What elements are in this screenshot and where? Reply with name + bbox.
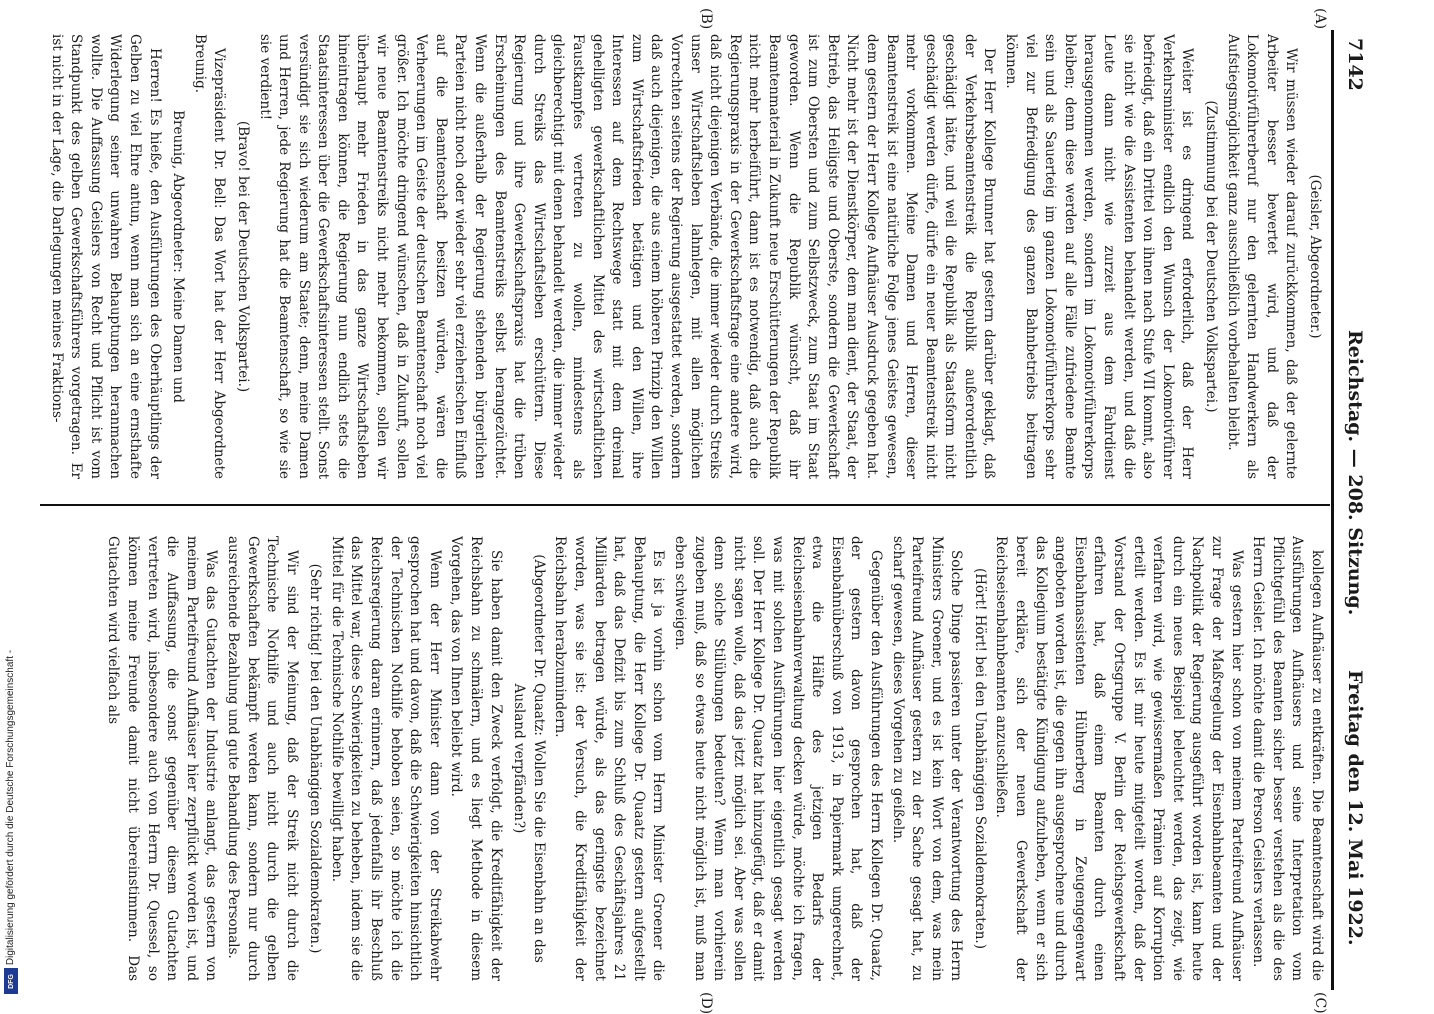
interjection-line: (Hört! Hört! bei den Unabhängigen Sozialdemokraten.) <box>971 568 988 949</box>
text-paragraph: Herren! Es hieße, den Ausführungen des Oberhäuptlings der Gelben zu viel Ehre antun, wenn man sich an eine ernsthafte Widerlegung seiner unwahren Behauptungen heranmachen wollte. Die Auffassung Geislers von Recht und Pflicht ist vom Standpunkt des gelben Gewerkschaftsführers vorgetragen. Er ist nicht in der Lage, die Darlegungen meines Fraktions- <box>48 34 163 479</box>
column-divider <box>40 504 1330 506</box>
interjection-line: (Abgeordneter Dr. Quaatz: Wollen Sie die Eisenbahn an das Ausland verpfänden?) <box>511 554 547 963</box>
text-paragraph: kollegen Aufhäuser zu entkräften. Die Beamtenschaft wird die Ausführungen Aufhäusers und seine Interpretation vom Pflichtgefühl des Beamten sicher besser verstehen als die des Herrn Geisler. Ich möchte damit die Person Geislers verlassen. <box>1250 536 1325 981</box>
interjection-line: (Geisler, Abgeordneter.) <box>1307 174 1323 339</box>
interjection-line: (Bravo! bei der Deutschen Volkspartei.) <box>234 120 251 393</box>
interjection-line: (Sehr richtig! bei den Unabhängigen Sozialdemokraten.) <box>307 563 324 954</box>
right-text-column <box>46 536 1326 981</box>
document-page <box>34 8 1374 1014</box>
page-number: 7142 <box>1344 38 1366 91</box>
dfg-logo <box>4 968 18 994</box>
left-text-column <box>46 34 1326 479</box>
text-paragraph: Weiter ist es dringend erforderlich, daß der Herr Verkehrsminister endlich den Wunsch der Lokomotivführer befriedigt, daß ein Drittel von ihnen nach Stufe VII kommt, also sie nicht wie die Assistenten behandelt werden, und daß die Leute dann nicht wie zurzeit aus dem Fahrdienst herausgenommen werden, sondern im Lokomotivführerkorps bleiben; denn diese werden auf alle Fälle zufriedene Beamte sein und als Sauerteig im ganzen Lokomotivführerkorps sehr viel zur Befriedigung des ganzen Bahnbetriebs beitragen können. <box>1003 34 1196 479</box>
text-paragraph: Wir sind der Meinung, daß der Streik nicht durch die Technische Nothilfe und auch nicht durch die gelben Gewerkschaften bekämpft werden kann, sondern nur durch ausreichende Bezahlung und gute Behandlung des Personals. <box>224 536 300 981</box>
dfg-logo-text: DFG <box>7 973 15 989</box>
interjection-line: Breunig, Abgeordneter: Meine Damen und <box>170 110 187 403</box>
digitization-note-text: Digitalisierung gefördert durch die Deutsche Forschungsgemeinschaft - <box>5 649 17 966</box>
margin-letter-d: (D) <box>698 992 714 1014</box>
text-paragraph: Vizepräsident Dr. Bell: Das Wort hat der Herr Abgeordnete Breunig. <box>191 34 228 479</box>
text-paragraph: Sie haben damit den Zweck verfolgt, die Kreditfähigkeit der Reichsbahn zu schmälern, und es liegt Methode in diesem Vorgehen, das von Ihnen beliebt wird. <box>448 536 504 981</box>
text-paragraph: Gegenüber den Ausführungen des Herrn Kollegen Dr. Quaatz, der gestern davon gesprochen hat, daß der Eisenbahnüberschuß von 1913, in Papiermark umgerechnet, etwa die Hälfte des jetzigen Bedarfs der Reichseisenbahnverwaltung decken würde, möchte ich fragen, was mit solchen Ausführungen hier eigentlich gesagt werden soll. Der Herr Kollege Dr. Quaatz hat hinzugefügt, daß er damit nicht sagen wolle, daß das jetzt möglich sei. Aber was sollen denn solche Stilübungen bedeuten? Wenn man vorhierein zugeben muß, daß so etwas heute nicht möglich ist, muß man eben schweigen. <box>672 536 884 981</box>
margin-letter-a: (A) <box>1312 8 1328 30</box>
text-paragraph: Was das Gutachten der Industrie anlangt, das gestern von meinem Parteifreund Aufhäuser hier zerpflückt worden ist, und die Auffassung, die sonst gegenüber diesem Gutachten vertreten wird, insbesondere auch von Herrn Dr. Quessel, so können meine Freunde damit nicht übereinstimmen. Das Gutachten wird vielfach als <box>105 536 220 981</box>
session-title: Reichstag. — 208. Sitzung. <box>1344 330 1366 616</box>
digitization-note <box>2 620 20 995</box>
interjection-line: (Zustimmung bei der Deutschen Volkspartei.) <box>1203 100 1220 413</box>
text-paragraph: Was gestern hier schon von meinem Parteifreund Aufhäuser zur Frage der Maßregelung der Eisenbahnbeamten und der Nachpolitik der Regierung ausgeführt worden ist, kann heute durch ein neues Beispiel beleuchtet werden, das zeigt, wie verfahren wird, wie gewissermaßen Prämien auf Korruption erteilt werden. Es ist mir heute mitgeteilt worden, daß der Vorstand der Ortsgruppe V. Berlin der Reichsgewerkschaft erfahren hat, daß einem Beamten durch einen Eisenbahnassistenten Hühnerberg in Zeugengegenwart angeboten worden ist, die gegen ihn ausgesprochene und durch das Kollegium bestätigte Kündigung aufzuheben, wenn er sich bereit erkläre, sich der neuen Gewerkschaft der Reichseisenbahnbeamten anzuschließen. <box>993 536 1245 981</box>
margin-letter-b: (B) <box>698 8 714 30</box>
text-paragraph: Es ist ja vorhin schon vom Herrn Minister Groener die Behauptung, die Herr Kollege Dr. Quaatz gestern aufgestellt hat, daß das Defizit bis zum Schluß des Geschäftsjahres 21 Milliarden betragen würde, als das geringste bezeichnet worden, was sie ist: der Versuch, die Kreditfähigkeit der Reichsbahn herabzumindern. <box>552 536 667 981</box>
text-paragraph: Wenn der Herr Minister dann von der Streikabwehr gesprochen hat und davon, daß die Schwierigkeiten hinsichtlich der Technischen Nothilfe behoben seien, so möchte ich die Reichsregierung daran erinnern, daß jedenfalls ihr Beschluß das Mittel war, diese Schwierigkeiten zu beheben, indem sie die Mittel für die Technische Nothilfe bewilligt haben. <box>328 536 443 981</box>
margin-letter-c: (C) <box>1312 992 1328 1014</box>
text-paragraph: Der Herr Kollege Brunner hat gestern darüber geklagt, daß der Verkehrsbeamtenstreik die Republik außerordentlich geschädigt hätte, und weil die Republik als Staatsform nicht geschädigt werden dürfe, dürfe ein neuer Beamtenstreik nicht mehr vorkommen. Meine Damen und Herren, dieser Beamtenstreik ist eine natürliche Folge jenes Geistes gewesen, dem gestern der Herr Kollege Aufhäuser Ausdruck gegeben hat. Nicht mehr ist der Dienstkörper, dem man dient, der Staat, der Betrieb, das Heiligste und Oberste, sondern die Gewerkschaft ist zum Obersten und zum Selbstzweck, zum Staat im Staat geworden. Wenn die Republik wünscht, daß ihr Beamtenmaterial in Zukunft neue Erschütterungen der Republik nicht mehr herbeiführt, dann ist es notwendig, daß auch die Regierungspraxis in der Gewerkschaftsfrage eine andere wird, daß nicht diejenigen Verbände, die immer wieder durch Streiks unser Wirtschaftsleben lahmlegen, mit allen möglichen Vorrechten seitens der Regierung ausgestattet werden, sondern daß auch diejenigen, die aus einem höheren Prinzip den Willen zum Wirtschaftsfrieden betätigen und den Willen, ihre Interessen auf dem Rechtswege statt mit dem dreimal gehelligten gewerkschaftlichen Mittel des wirtschaftlichen Faustkampfes vertreten zu wollen, mindestens als gleichberechtigt mit denen behandelt werden, die immer wieder durch Streiks das Wirtschaftsleben erschüttern. Diese Regierung und ihre Gewerkschaftspraxis hat die trüben Erscheinungen des Beamtenstreiks selbst herangezüchtet. Wenn die außerhalb der Regierung stehenden bürgerlichen Parteien nicht noch oder wieder sehr viel erzieherischen Einfluß auf die Beamtenschaft besitzen würden, wären die Verheerungen im Geiste der deutschen Beamtenschaft noch viel größer. Ich möchte dringend wünschen, daß in Zukunft, sollen wir neue Beamtenstreiks nicht mehr bekommen, sollen wir überhaupt mehr Frieden in das ganze Wirtschaftsleben hineintragen können, die Regierung nun endlich stets die Staatsinteressen über die Gewerkschaftsinteressen stellt. Sonst versündigt sie sich wiederum am Staate; denn, meine Damen und Herren, jede Regierung hat die Beamtenschaft, so wie sie sie verdient! <box>256 34 998 479</box>
text-paragraph: Solche Dinge passieren unter der Verantwortung des Herrn Ministers Groener, und es ist kein Wort von dem, was mein Parteifreund Aufhäuser gestern zu der Sache gesagt hat, zu scharf gewesen, dieses Vorgehen zu geißeln. <box>889 536 965 981</box>
page-header <box>1331 30 1374 990</box>
session-date: Freitag den 12. Mai 1922. <box>1344 670 1366 946</box>
text-paragraph: Wir müssen wieder darauf zurückkommen, daß der gelernte Arbeiter besser bewertet wird, und daß der Lokomotivführerberuf nur den gelernten Handwerkern als Aufstiegsmöglichkeit ganz ausschließlich vorbehalten bleibt. <box>1224 34 1300 479</box>
